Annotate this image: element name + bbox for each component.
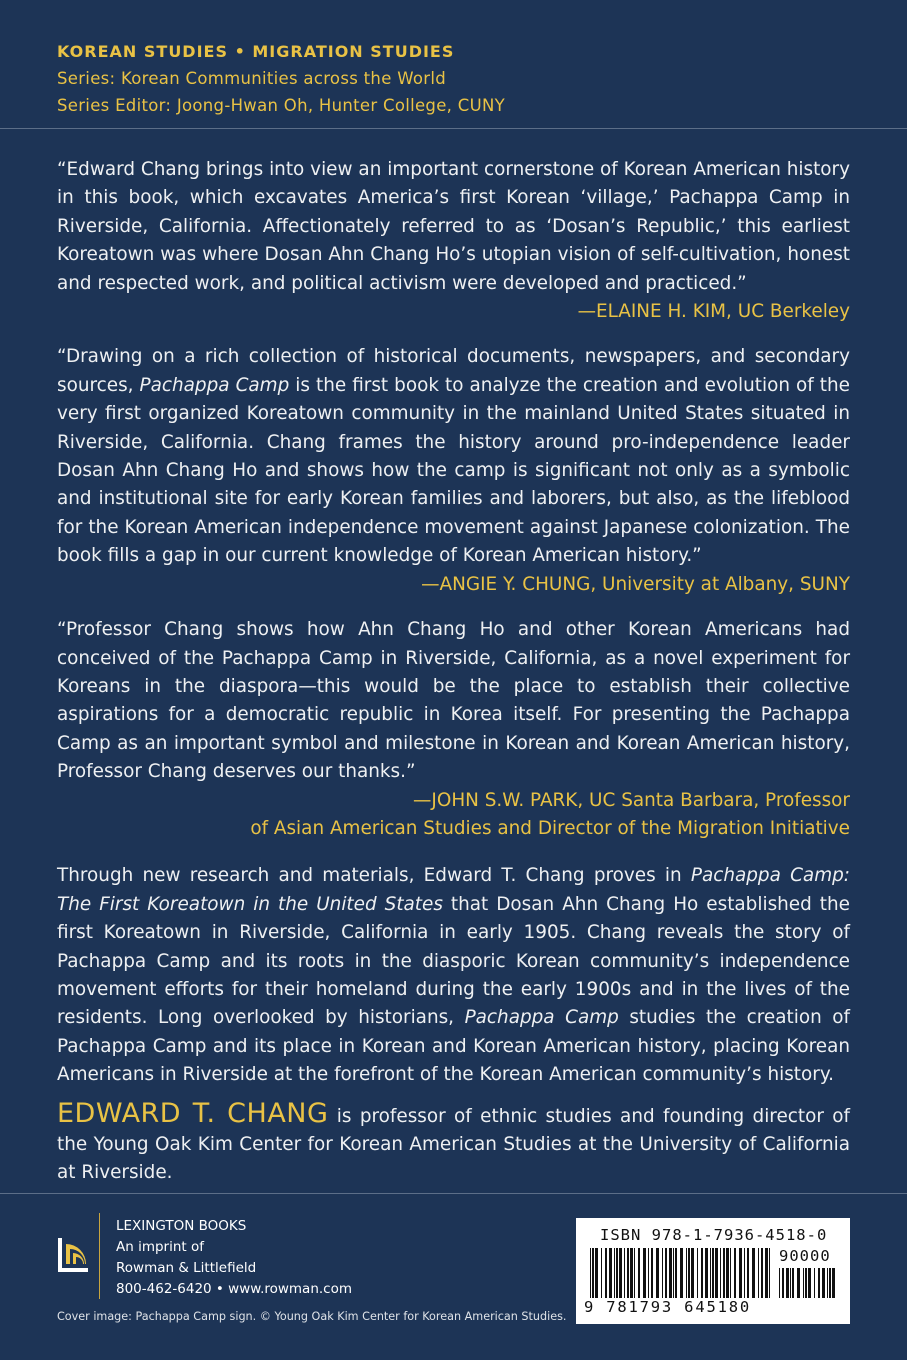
book-title: Pachappa Camp	[139, 374, 290, 396]
barcode-bar	[710, 1248, 711, 1298]
barcode-bar	[769, 1248, 770, 1298]
publisher-contact: 800-462-6420 • www.rowman.com	[116, 1281, 353, 1297]
bio-text: is professor of ethnic studies and founding director of the Young Oak Kim Center for Korean American Studies at the University of California at Riverside.	[57, 1105, 851, 1184]
barcode-bar	[627, 1248, 629, 1298]
barcode-bar	[805, 1268, 807, 1298]
barcode-bar	[744, 1248, 745, 1298]
author-name: EDWARD T. CHANG	[57, 1097, 329, 1129]
book-description	[57, 862, 850, 1089]
barcode-bar	[691, 1248, 694, 1298]
barcode-bar	[651, 1248, 653, 1298]
publisher-divider	[99, 1213, 100, 1299]
barcode-bar	[739, 1248, 742, 1298]
barcode-bar	[648, 1248, 649, 1298]
text-part: Through new research and materials, Edward T. Chang proves in	[57, 865, 691, 887]
barcode-bar	[662, 1248, 663, 1298]
author-bio	[57, 1097, 851, 1188]
barcode-bar	[697, 1248, 698, 1298]
top-divider	[0, 128, 907, 129]
barcode-bar	[761, 1248, 763, 1298]
barcode-bar	[790, 1268, 791, 1298]
barcode-bar	[758, 1248, 759, 1298]
barcode-bar	[818, 1268, 820, 1298]
barcode-bar	[592, 1248, 594, 1298]
endorsement-attribution: —ELAINE H. KIM, UC Berkeley	[577, 301, 850, 323]
endorsement-3	[57, 616, 850, 843]
barcode-bar	[688, 1248, 690, 1298]
lexington-logo-icon	[58, 1232, 88, 1272]
barcode-bar	[590, 1248, 591, 1298]
barcode-bar	[619, 1248, 622, 1298]
barcode-bar	[675, 1248, 677, 1298]
barcode-bar	[786, 1268, 789, 1298]
price-barcode-icon	[779, 1268, 839, 1298]
barcode-bar	[808, 1268, 811, 1298]
barcode-bar	[665, 1248, 667, 1298]
barcode-bar	[616, 1248, 618, 1298]
text-part: “Drawing on a rich collection of historical documents, newspapers, and secondary sources,	[57, 346, 850, 396]
barcode-bar	[638, 1248, 640, 1298]
barcode-bar	[680, 1248, 683, 1298]
barcode-bar	[630, 1248, 633, 1298]
book-full-title: Pachappa Camp: The First Koreatown in the United States	[57, 865, 850, 915]
barcode-bar	[720, 1248, 721, 1298]
barcode-bar	[643, 1248, 646, 1298]
publisher-info	[116, 1216, 352, 1300]
parent-publisher: Rowman & Littlefield	[116, 1260, 257, 1276]
text-part: is the first book to analyze the creation and evolution of the very first organized Koreatown community in the mainland United States situated in Riverside, California. Chang frames the history around pro-independence leader Dosan Ahn Chang Ho and shows how the camp is significant not only as a symbolic and institutional site for early Korean families and laborers, but also, as the lifeblood for the Korean American independence movement against Japanese colonization. The book fills a gap in our current knowledge of Korean American history.”	[57, 374, 850, 567]
barcode-bar	[614, 1248, 615, 1298]
barcode-bar	[624, 1248, 625, 1298]
text-part: studies the creation of Pachappa Camp and its place in Korean and Korean American history, placing Korean Americans in Riverside at the forefront of the Korean American community’s history.	[57, 1007, 850, 1086]
publisher-name: LEXINGTON BOOKS	[116, 1218, 247, 1234]
isbn-barcode-icon	[590, 1248, 772, 1298]
barcode-bar	[701, 1248, 703, 1298]
barcode-bar	[712, 1248, 714, 1298]
price-code: 90000	[779, 1247, 831, 1265]
bottom-divider	[0, 1193, 907, 1194]
barcode-bar	[747, 1248, 749, 1298]
isbn-text: ISBN 978-1-7936-4518-0	[600, 1226, 828, 1244]
barcode-bar	[822, 1268, 825, 1298]
barcode-bar	[792, 1268, 794, 1298]
main-content	[57, 156, 850, 1188]
endorsement-1	[57, 156, 850, 326]
barcode-bar	[730, 1248, 731, 1298]
barcode-bar	[609, 1248, 612, 1298]
barcode-bar	[803, 1268, 804, 1298]
endorsement-text: “Edward Chang brings into view an important cornerstone of Korean American history in this book, which excavates America’s first Korean ‘village,’ Pachappa Camp in Riverside, California. Affectionately referred to as ‘Dosan’s Republic,’ this earliest Koreatown was where Dosan Ahn Chang Ho’s utopian vision of self-cultivation, honest and respected work, and political activism were developed and practiced.”	[57, 159, 850, 294]
barcode-bar	[752, 1248, 755, 1298]
endorsement-text	[57, 343, 850, 570]
barcode-bar	[782, 1268, 784, 1298]
barcode-bar	[723, 1248, 725, 1298]
barcode-bar	[605, 1248, 607, 1298]
cover-credit: Cover image: Pachappa Camp sign. © Young Oak Kim Center for Korean American Studies.	[57, 1310, 567, 1323]
endorsement-attribution: —ANGIE Y. CHUNG, University at Albany, SUNY	[421, 573, 850, 595]
endorsement-attribution-cont: of Asian American Studies and Director of the Migration Initiative	[250, 817, 850, 839]
series-header	[57, 38, 505, 119]
barcode-bar	[832, 1268, 835, 1298]
barcode-bar	[673, 1248, 674, 1298]
barcode-bar	[601, 1248, 602, 1298]
imprint-line: An imprint of	[116, 1239, 205, 1255]
subject-categories: KOREAN STUDIES • MIGRATION STUDIES	[57, 42, 455, 61]
barcode-bar	[656, 1248, 659, 1298]
barcode-bar	[814, 1268, 815, 1298]
barcode-bar	[715, 1248, 718, 1298]
endorsement-attribution: —JOHN S.W. PARK, UC Santa Barbara, Professor	[413, 789, 850, 811]
barcode-digits: 9 781793 645180	[584, 1298, 751, 1316]
barcode-block	[576, 1218, 850, 1324]
barcode-bar	[765, 1248, 768, 1298]
endorsement-2	[57, 343, 850, 599]
barcode-bar	[827, 1268, 828, 1298]
barcode-bar	[734, 1248, 736, 1298]
endorsement-text: “Professor Chang shows how Ahn Chang Ho and other Korean Americans had conceived of the Pachappa Camp in Riverside, California, as a novel experiment for Koreans in the diaspora—this would be the place to establish their collective aspirations for a democratic republic in Korea itself. For presenting the Pachappa Camp as an important symbol and milestone in Korean and Korean American history, Professor Chang deserves our thanks.”	[57, 619, 850, 783]
barcode-bar	[634, 1248, 635, 1298]
barcode-bar	[705, 1248, 708, 1298]
book-title: Pachappa Camp	[464, 1007, 619, 1029]
barcode-bar	[669, 1248, 672, 1298]
barcode-bar	[595, 1248, 598, 1298]
series-editor: Series Editor: Joong-Hwan Oh, Hunter College, CUNY	[57, 96, 505, 115]
barcode-bar	[726, 1248, 729, 1298]
barcode-bar	[797, 1268, 800, 1298]
text-part: that Dosan Ahn Chang Ho established the first Koreatown in Riverside, California in early 1905. Chang reveals the story of Pachappa Camp and its roots in the diasporic Korean community’s independence movement efforts for their homeland during the early 1900s and in the lives of the residents. Long overlooked by historians,	[57, 893, 850, 1029]
barcode-bar	[686, 1248, 687, 1298]
barcode-bar	[779, 1268, 780, 1298]
barcode-bar	[829, 1268, 831, 1298]
series-name: Series: Korean Communities across the World	[57, 69, 446, 88]
